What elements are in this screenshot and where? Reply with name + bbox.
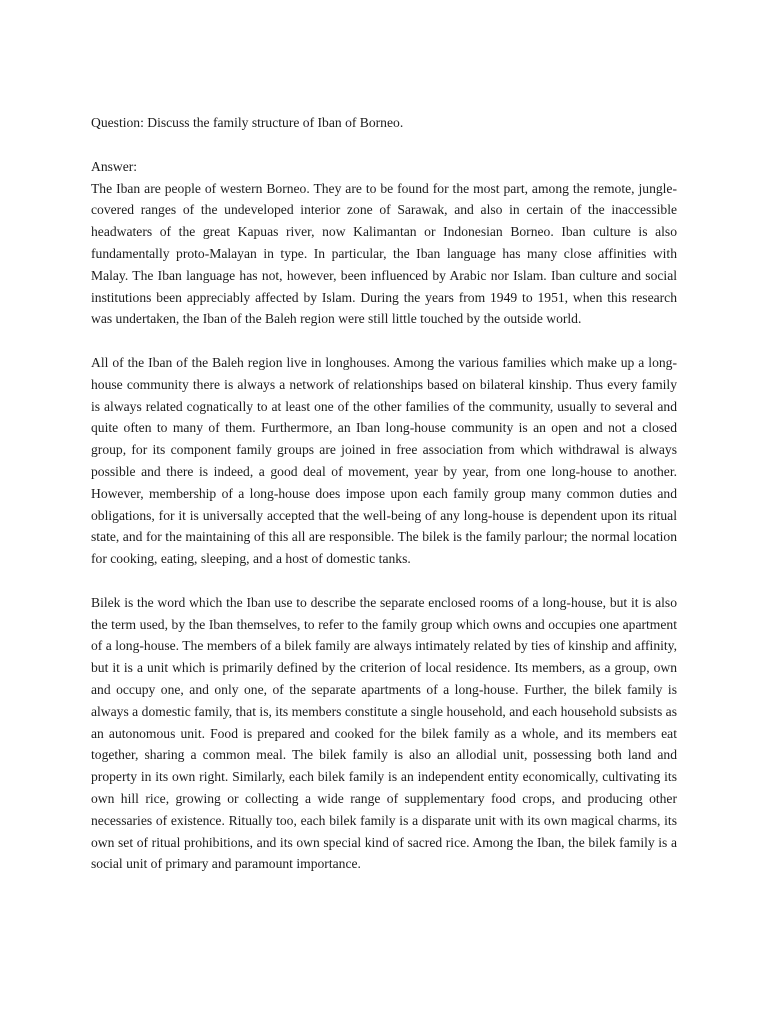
answer-label: Answer: [91,158,138,174]
question-line: Question: Discuss the family structure of Iban of Borneo. [91,115,404,130]
paragraph-longhouses: All of the Iban of the Baleh region live in longhouses. Among the various families which make up a long-house community there is always a network of relationships based on bilateral kinship. Thus every family is always related cognatically to at least one of the other families of the community, usually to several and quite often to many of them. Furthermore, an Iban long-house community is an open and not a closed group, for its component family groups are joined in free association from which withdrawal is always possible and there is indeed, a good deal of movement, year by year, from one long-house to another. However, membership of a long-house does impose upon each family group many common duties and obligations, for it is universally accepted that the well-being of any long-house is dependent upon its ritual state, and for the maintaining of this all are responsible. The bilek is the family parlour; the normal location for cooking, eating, sleeping, and a host of domestic tanks. [91,354,677,567]
paragraph-intro: The Iban are people of western Borneo. They are to be found for the most part, among the remote, jungle-covered ranges of the undeveloped interior zone of Sarawak, and also in certain of the inaccessible headwaters of the great Kapuas river, now Kalimantan or Indonesian Borneo. Iban culture is also fundamentally proto-Malayan in type. In particular, the Iban language has many close affinities with Malay. The Iban language has not, however, been influenced by Arabic nor Islam. Iban culture and social institutions been appreciably affected by Islam. During the years from 1949 to 1951, when this research was undertaken, the Iban of the Baleh region were still little touched by the outside world. [91,180,677,327]
paragraph-bilek: Bilek is the word which the Iban use to describe the separate enclosed rooms of a long-house, but it is also the term used, by the Iban themselves, to refer to the family group which owns and occupies one apartment of a long-house. The members of a bilek family are always intimately related by ties of kinship and affinity, but it is a unit which is primarily defined by the criterion of local residence. Its members, as a group, own and occupy one, and only one, of the separate apartments of a long-house. Further, the bilek family is always a domestic family, that is, its members constitute a single household, and each household subsists as an autonomous unit. Food is prepared and cooked for the bilek family as a whole, and its members eat together, sharing a common meal. The bilek family is also an allodial unit, possessing both land and property in its own right. Similarly, each bilek family is an independent entity economically, cultivating its own hill rice, growing or collecting a wide range of supplementary food crops, and producing other necessaries of existence. Ritually too, each bilek family is a disparate unit with its own magical charms, its own set of ritual prohibitions, and its own special kind of sacred rice. Among the Iban, the bilek family is a social unit of primary and paramount importance. [91,594,677,872]
document-body [91,112,677,897]
